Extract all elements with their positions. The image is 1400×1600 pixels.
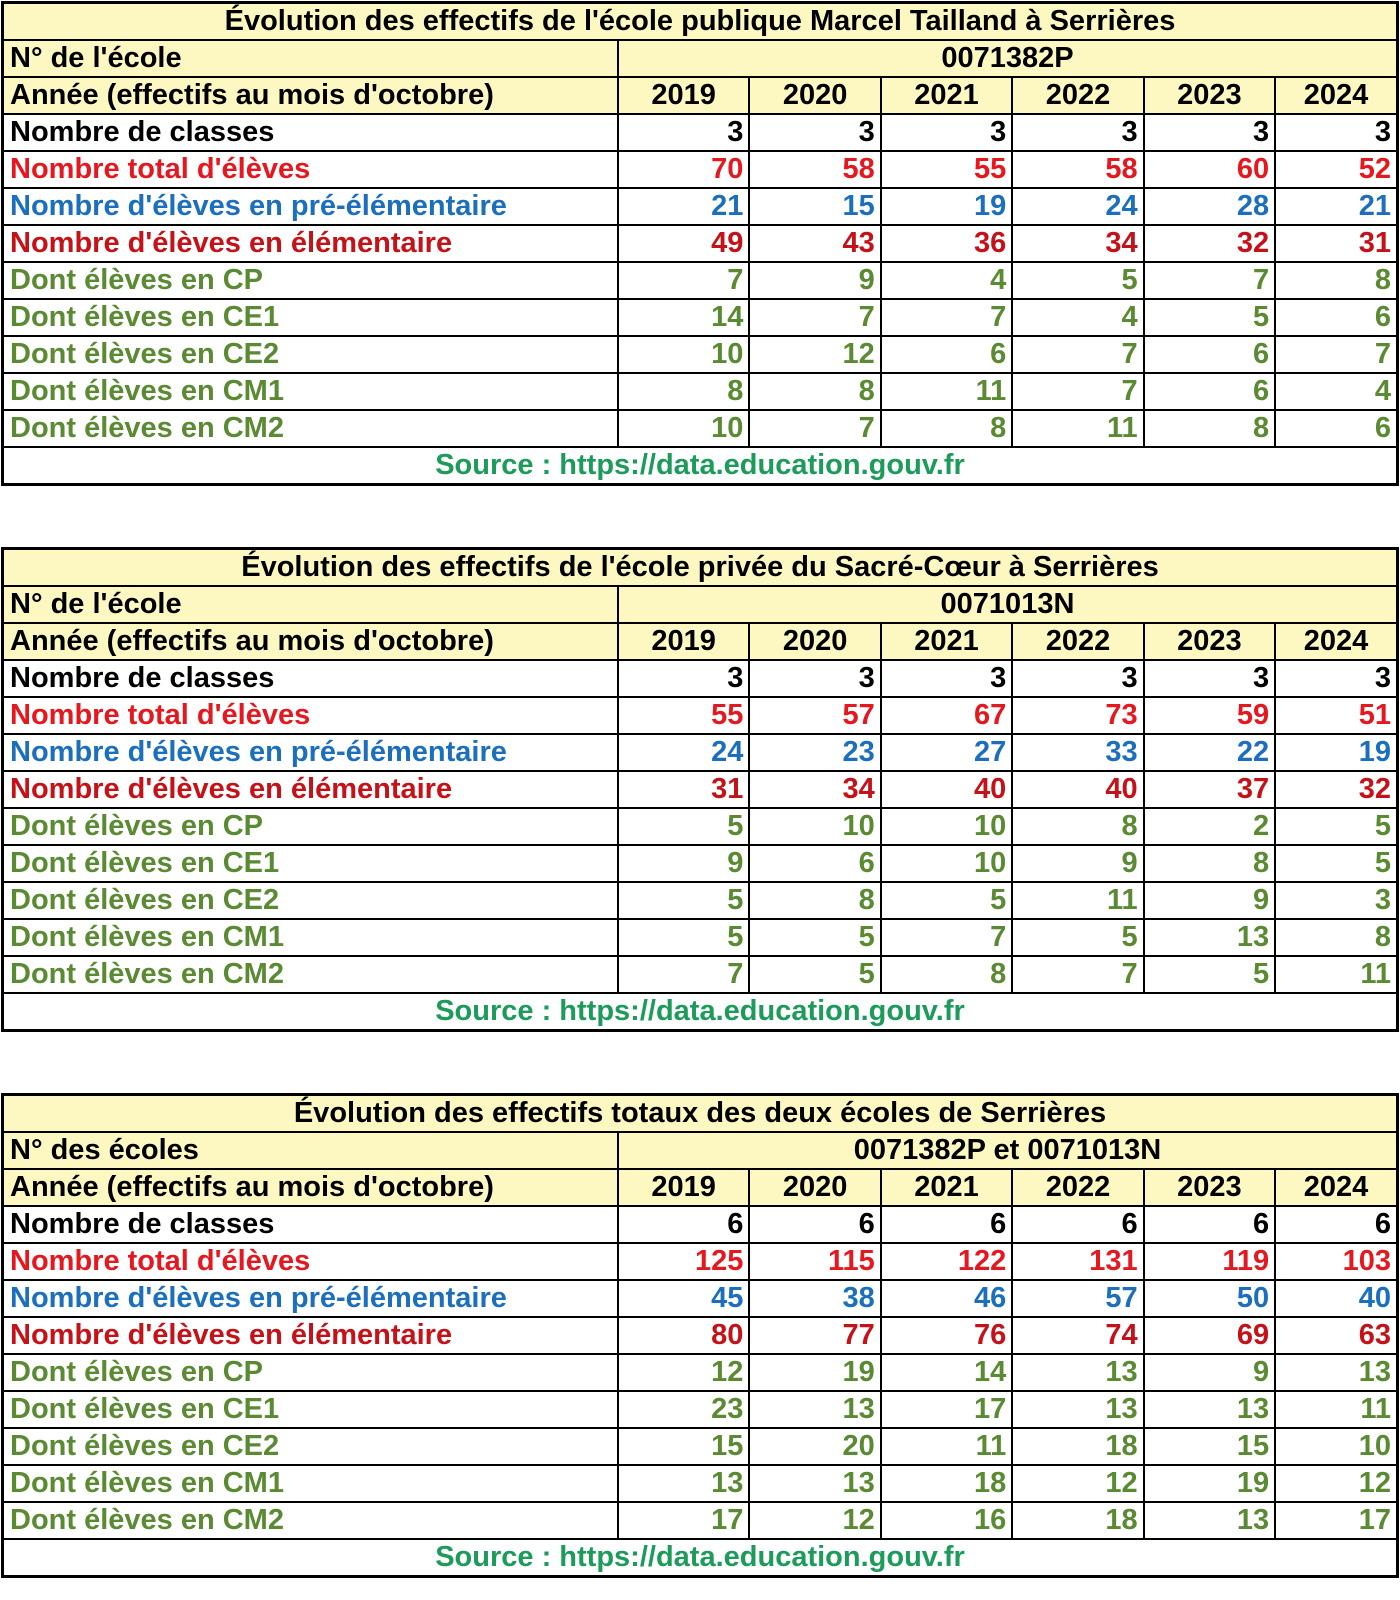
value-cell: 2 (1144, 808, 1275, 845)
value-cell: 3 (1012, 114, 1143, 151)
value-cell: 3 (618, 114, 749, 151)
value-cell: 5 (1012, 919, 1143, 956)
year-header-label: Année (effectifs au mois d'octobre) (3, 77, 618, 114)
row-label: Nombre d'élèves en élémentaire (3, 1317, 618, 1354)
value-cell: 70 (618, 151, 749, 188)
value-cell: 27 (881, 734, 1012, 771)
value-cell: 11 (881, 1428, 1012, 1465)
value-cell: 5 (1144, 956, 1275, 993)
value-cell: 125 (618, 1243, 749, 1280)
value-cell: 22 (1144, 734, 1275, 771)
cm2-row (3, 1502, 1398, 1539)
value-cell: 5 (749, 956, 880, 993)
elementary-row (3, 225, 1398, 262)
value-cell: 5 (618, 882, 749, 919)
value-cell: 43 (749, 225, 880, 262)
row-label: Nombre de classes (3, 660, 618, 697)
value-cell: 131 (1012, 1243, 1143, 1280)
value-cell: 9 (749, 262, 880, 299)
value-cell: 45 (618, 1280, 749, 1317)
value-cell: 12 (1012, 1465, 1143, 1502)
cm1-row (3, 1465, 1398, 1502)
source-text: Source : https://data.education.gouv.fr (3, 447, 1398, 485)
value-cell: 18 (1012, 1428, 1143, 1465)
year-header-cell: 2022 (1012, 77, 1143, 114)
value-cell: 119 (1144, 1243, 1275, 1280)
enrollment-table-private (1, 547, 1399, 1032)
value-cell: 13 (1275, 1354, 1397, 1391)
value-cell: 10 (618, 410, 749, 447)
source-text: Source : https://data.education.gouv.fr (3, 993, 1398, 1031)
value-cell: 6 (618, 1206, 749, 1243)
value-cell: 103 (1275, 1243, 1397, 1280)
value-cell: 11 (1275, 956, 1397, 993)
table-title-row (3, 549, 1398, 587)
value-cell: 15 (1144, 1428, 1275, 1465)
school-number-label: N° des écoles (3, 1132, 618, 1169)
value-cell: 9 (618, 845, 749, 882)
value-cell: 76 (881, 1317, 1012, 1354)
value-cell: 10 (1275, 1428, 1397, 1465)
value-cell: 8 (749, 373, 880, 410)
value-cell: 50 (1144, 1280, 1275, 1317)
year-header-cell: 2023 (1144, 77, 1275, 114)
value-cell: 19 (1144, 1465, 1275, 1502)
row-label: Dont élèves en CM1 (3, 919, 618, 956)
value-cell: 13 (1012, 1354, 1143, 1391)
classes-row (3, 1206, 1398, 1243)
table-title-row (3, 3, 1398, 41)
year-header-cell: 2019 (618, 1169, 749, 1206)
row-label: Nombre d'élèves en élémentaire (3, 771, 618, 808)
value-cell: 31 (618, 771, 749, 808)
enrollment-table-combined (1, 1093, 1399, 1578)
value-cell: 6 (749, 1206, 880, 1243)
value-cell: 3 (1144, 114, 1275, 151)
value-cell: 7 (1144, 262, 1275, 299)
year-header-row (3, 1169, 1398, 1206)
value-cell: 17 (1275, 1502, 1397, 1539)
value-cell: 8 (881, 956, 1012, 993)
value-cell: 7 (749, 299, 880, 336)
row-label: Nombre de classes (3, 1206, 618, 1243)
value-cell: 69 (1144, 1317, 1275, 1354)
year-header-cell: 2023 (1144, 1169, 1275, 1206)
value-cell: 11 (1275, 1391, 1397, 1428)
value-cell: 10 (881, 845, 1012, 882)
value-cell: 5 (1275, 808, 1397, 845)
row-label: Nombre total d'élèves (3, 697, 618, 734)
value-cell: 3 (881, 660, 1012, 697)
value-cell: 6 (1144, 1206, 1275, 1243)
value-cell: 4 (1012, 299, 1143, 336)
value-cell: 5 (1144, 299, 1275, 336)
row-label: Nombre total d'élèves (3, 1243, 618, 1280)
year-header-cell: 2019 (618, 623, 749, 660)
row-label: Nombre total d'élèves (3, 151, 618, 188)
row-label: Dont élèves en CP (3, 262, 618, 299)
value-cell: 10 (881, 808, 1012, 845)
total-students-row (3, 697, 1398, 734)
value-cell: 32 (1275, 771, 1397, 808)
school-number-value: 0071382P et 0071013N (618, 1132, 1398, 1169)
year-header-cell: 2022 (1012, 1169, 1143, 1206)
value-cell: 6 (881, 1206, 1012, 1243)
school-number-label: N° de l'école (3, 40, 618, 77)
row-label: Nombre d'élèves en pré-élémentaire (3, 734, 618, 771)
value-cell: 13 (749, 1391, 880, 1428)
value-cell: 20 (749, 1428, 880, 1465)
year-header-label: Année (effectifs au mois d'octobre) (3, 1169, 618, 1206)
value-cell: 122 (881, 1243, 1012, 1280)
value-cell: 57 (749, 697, 880, 734)
pre-elementary-row (3, 188, 1398, 225)
value-cell: 21 (618, 188, 749, 225)
value-cell: 18 (881, 1465, 1012, 1502)
value-cell: 7 (1012, 956, 1143, 993)
cm2-row (3, 956, 1398, 993)
value-cell: 13 (1144, 1391, 1275, 1428)
value-cell: 74 (1012, 1317, 1143, 1354)
value-cell: 14 (618, 299, 749, 336)
row-label: Dont élèves en CE1 (3, 845, 618, 882)
value-cell: 5 (618, 919, 749, 956)
value-cell: 33 (1012, 734, 1143, 771)
value-cell: 9 (1012, 845, 1143, 882)
value-cell: 4 (1275, 373, 1397, 410)
year-header-cell: 2022 (1012, 623, 1143, 660)
row-label: Dont élèves en CM2 (3, 1502, 618, 1539)
value-cell: 40 (881, 771, 1012, 808)
cm2-row (3, 410, 1398, 447)
value-cell: 5 (881, 882, 1012, 919)
value-cell: 3 (1275, 882, 1397, 919)
school-number-row (3, 1132, 1398, 1169)
value-cell: 7 (618, 262, 749, 299)
ce1-row (3, 1391, 1398, 1428)
row-label: Dont élèves en CE1 (3, 1391, 618, 1428)
value-cell: 11 (1012, 882, 1143, 919)
value-cell: 6 (1275, 299, 1397, 336)
value-cell: 49 (618, 225, 749, 262)
table-title: Évolution des effectifs de l'école publique Marcel Tailland à Serrières (3, 3, 1398, 41)
value-cell: 13 (1144, 919, 1275, 956)
value-cell: 3 (749, 660, 880, 697)
value-cell: 12 (618, 1354, 749, 1391)
value-cell: 58 (749, 151, 880, 188)
value-cell: 12 (749, 1502, 880, 1539)
year-header-cell: 2021 (881, 623, 1012, 660)
cp-row (3, 262, 1398, 299)
row-label: Nombre d'élèves en pré-élémentaire (3, 1280, 618, 1317)
total-students-row (3, 151, 1398, 188)
row-label: Dont élèves en CM2 (3, 956, 618, 993)
value-cell: 5 (618, 808, 749, 845)
value-cell: 9 (1144, 882, 1275, 919)
row-label: Nombre de classes (3, 114, 618, 151)
elementary-row (3, 1317, 1398, 1354)
classes-row (3, 114, 1398, 151)
year-header-cell: 2024 (1275, 623, 1397, 660)
source-row (3, 447, 1398, 485)
value-cell: 8 (1275, 919, 1397, 956)
value-cell: 6 (749, 845, 880, 882)
value-cell: 12 (749, 336, 880, 373)
school-number-value: 0071382P (618, 40, 1398, 77)
value-cell: 8 (1275, 262, 1397, 299)
school-number-row (3, 40, 1398, 77)
year-header-cell: 2021 (881, 1169, 1012, 1206)
year-header-cell: 2019 (618, 77, 749, 114)
value-cell: 28 (1144, 188, 1275, 225)
value-cell: 18 (1012, 1502, 1143, 1539)
value-cell: 3 (618, 660, 749, 697)
ce2-row (3, 882, 1398, 919)
table-title: Évolution des effectifs de l'école privée du Sacré-Cœur à Serrières (3, 549, 1398, 587)
pre-elementary-row (3, 734, 1398, 771)
value-cell: 38 (749, 1280, 880, 1317)
value-cell: 7 (749, 410, 880, 447)
value-cell: 11 (1012, 410, 1143, 447)
value-cell: 34 (1012, 225, 1143, 262)
cm1-row (3, 373, 1398, 410)
value-cell: 63 (1275, 1317, 1397, 1354)
value-cell: 40 (1275, 1280, 1397, 1317)
value-cell: 57 (1012, 1280, 1143, 1317)
row-label: Dont élèves en CM1 (3, 1465, 618, 1502)
value-cell: 6 (881, 336, 1012, 373)
value-cell: 19 (749, 1354, 880, 1391)
row-label: Nombre d'élèves en pré-élémentaire (3, 188, 618, 225)
value-cell: 3 (881, 114, 1012, 151)
value-cell: 14 (881, 1354, 1012, 1391)
value-cell: 8 (1012, 808, 1143, 845)
cm1-row (3, 919, 1398, 956)
value-cell: 13 (1144, 1502, 1275, 1539)
value-cell: 16 (881, 1502, 1012, 1539)
school-number-value: 0071013N (618, 586, 1398, 623)
value-cell: 7 (1012, 373, 1143, 410)
value-cell: 4 (881, 262, 1012, 299)
ce1-row (3, 845, 1398, 882)
value-cell: 3 (1275, 114, 1397, 151)
value-cell: 10 (749, 808, 880, 845)
value-cell: 36 (881, 225, 1012, 262)
elementary-row (3, 771, 1398, 808)
value-cell: 6 (1144, 336, 1275, 373)
row-label: Dont élèves en CE2 (3, 336, 618, 373)
school-number-row (3, 586, 1398, 623)
value-cell: 55 (618, 697, 749, 734)
value-cell: 24 (618, 734, 749, 771)
value-cell: 59 (1144, 697, 1275, 734)
value-cell: 21 (1275, 188, 1397, 225)
value-cell: 19 (1275, 734, 1397, 771)
value-cell: 77 (749, 1317, 880, 1354)
value-cell: 15 (618, 1428, 749, 1465)
cp-row (3, 808, 1398, 845)
year-header-cell: 2020 (749, 77, 880, 114)
value-cell: 5 (749, 919, 880, 956)
value-cell: 8 (1144, 410, 1275, 447)
value-cell: 8 (749, 882, 880, 919)
value-cell: 80 (618, 1317, 749, 1354)
value-cell: 7 (881, 919, 1012, 956)
value-cell: 10 (618, 336, 749, 373)
value-cell: 13 (749, 1465, 880, 1502)
value-cell: 115 (749, 1243, 880, 1280)
value-cell: 40 (1012, 771, 1143, 808)
pre-elementary-row (3, 1280, 1398, 1317)
source-row (3, 993, 1398, 1031)
value-cell: 23 (618, 1391, 749, 1428)
row-label: Dont élèves en CP (3, 1354, 618, 1391)
table-title-row (3, 1095, 1398, 1133)
year-header-cell: 2020 (749, 1169, 880, 1206)
value-cell: 19 (881, 188, 1012, 225)
value-cell: 67 (881, 697, 1012, 734)
value-cell: 17 (618, 1502, 749, 1539)
row-label: Nombre d'élèves en élémentaire (3, 225, 618, 262)
year-header-row (3, 623, 1398, 660)
source-text: Source : https://data.education.gouv.fr (3, 1539, 1398, 1577)
value-cell: 9 (1144, 1354, 1275, 1391)
value-cell: 8 (1144, 845, 1275, 882)
ce1-row (3, 299, 1398, 336)
value-cell: 6 (1275, 410, 1397, 447)
value-cell: 15 (749, 188, 880, 225)
value-cell: 6 (1275, 1206, 1397, 1243)
year-header-cell: 2023 (1144, 623, 1275, 660)
value-cell: 23 (749, 734, 880, 771)
value-cell: 5 (1012, 262, 1143, 299)
row-label: Dont élèves en CE2 (3, 882, 618, 919)
value-cell: 5 (1275, 845, 1397, 882)
row-label: Dont élèves en CP (3, 808, 618, 845)
value-cell: 12 (1275, 1465, 1397, 1502)
enrollment-table-public (1, 1, 1399, 486)
value-cell: 60 (1144, 151, 1275, 188)
value-cell: 3 (1275, 660, 1397, 697)
value-cell: 13 (1012, 1391, 1143, 1428)
value-cell: 8 (881, 410, 1012, 447)
row-label: Dont élèves en CE2 (3, 1428, 618, 1465)
classes-row (3, 660, 1398, 697)
total-students-row (3, 1243, 1398, 1280)
value-cell: 6 (1144, 373, 1275, 410)
value-cell: 34 (749, 771, 880, 808)
value-cell: 31 (1275, 225, 1397, 262)
value-cell: 13 (618, 1465, 749, 1502)
value-cell: 37 (1144, 771, 1275, 808)
value-cell: 8 (618, 373, 749, 410)
value-cell: 7 (1012, 336, 1143, 373)
value-cell: 3 (1012, 660, 1143, 697)
value-cell: 32 (1144, 225, 1275, 262)
year-header-row (3, 77, 1398, 114)
value-cell: 3 (749, 114, 880, 151)
value-cell: 24 (1012, 188, 1143, 225)
year-header-cell: 2021 (881, 77, 1012, 114)
year-header-cell: 2024 (1275, 1169, 1397, 1206)
value-cell: 51 (1275, 697, 1397, 734)
value-cell: 17 (881, 1391, 1012, 1428)
value-cell: 6 (1012, 1206, 1143, 1243)
value-cell: 3 (1144, 660, 1275, 697)
value-cell: 52 (1275, 151, 1397, 188)
table-title: Évolution des effectifs totaux des deux écoles de Serrières (3, 1095, 1398, 1133)
school-number-label: N° de l'école (3, 586, 618, 623)
row-label: Dont élèves en CE1 (3, 299, 618, 336)
value-cell: 7 (881, 299, 1012, 336)
ce2-row (3, 1428, 1398, 1465)
source-row (3, 1539, 1398, 1577)
value-cell: 55 (881, 151, 1012, 188)
value-cell: 7 (618, 956, 749, 993)
year-header-cell: 2024 (1275, 77, 1397, 114)
ce2-row (3, 336, 1398, 373)
year-header-cell: 2020 (749, 623, 880, 660)
value-cell: 7 (1275, 336, 1397, 373)
value-cell: 46 (881, 1280, 1012, 1317)
year-header-label: Année (effectifs au mois d'octobre) (3, 623, 618, 660)
cp-row (3, 1354, 1398, 1391)
value-cell: 73 (1012, 697, 1143, 734)
row-label: Dont élèves en CM1 (3, 373, 618, 410)
row-label: Dont élèves en CM2 (3, 410, 618, 447)
value-cell: 58 (1012, 151, 1143, 188)
value-cell: 11 (881, 373, 1012, 410)
